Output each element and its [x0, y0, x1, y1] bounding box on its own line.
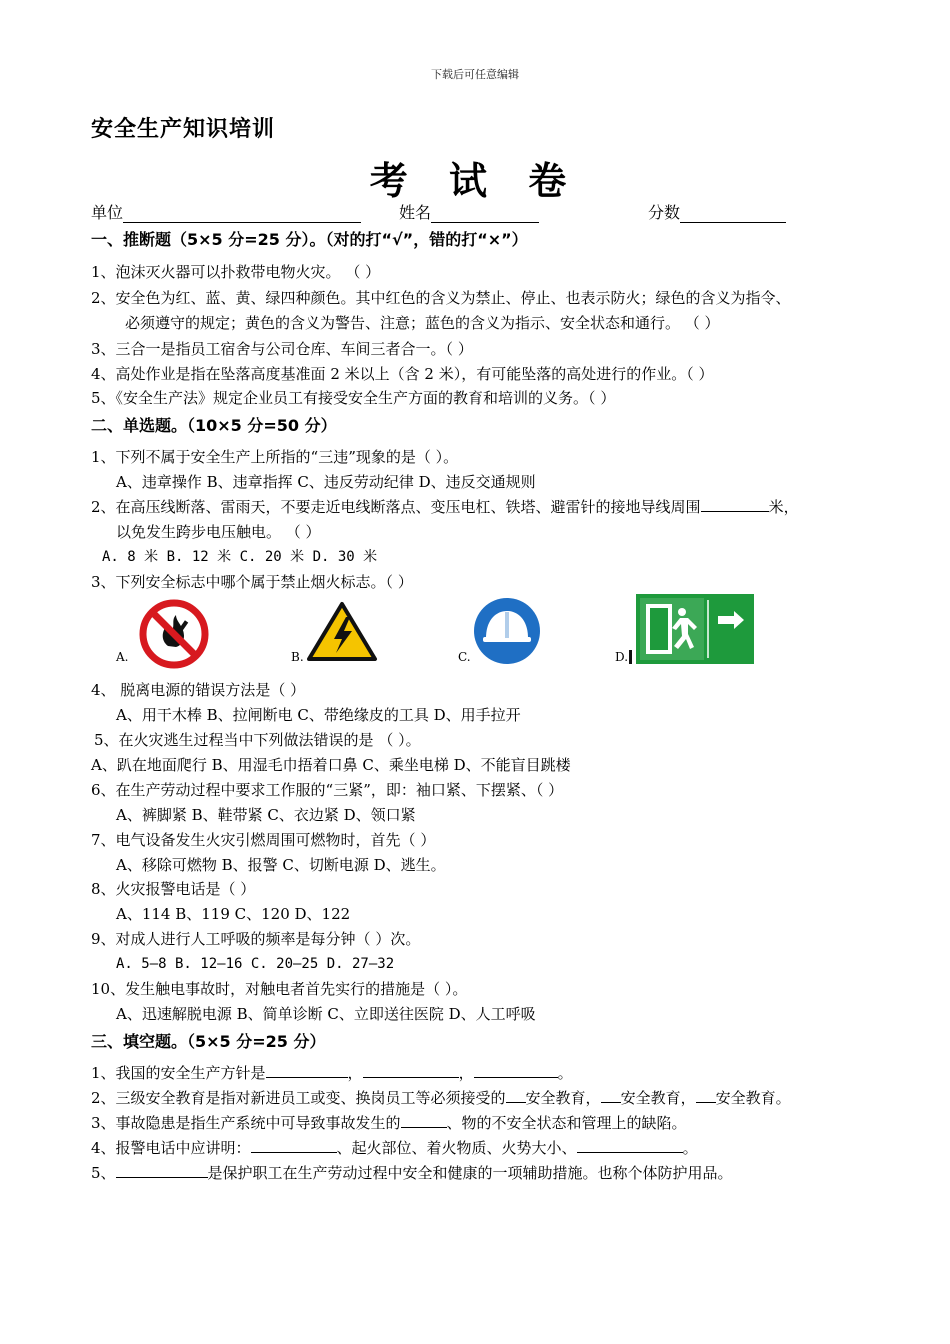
name-input-line[interactable]	[431, 206, 539, 223]
s3-i2-mid-2: 安全教育，	[620, 1089, 696, 1107]
section2-heading: 二、单选题。（10×5 分=50 分）	[91, 416, 337, 435]
s3-i3-end: 、物的不安全状态和管理上的缺陷。	[446, 1114, 687, 1132]
s3-i1-end: 。	[557, 1064, 573, 1082]
s3-item-4	[91, 1138, 698, 1158]
emergency-exit-sign-icon	[636, 594, 754, 664]
sign-c-label: C.	[458, 650, 471, 664]
s3-i2-mid-1: 安全教育，	[525, 1089, 601, 1107]
s2-q2-text: 2、在高压线断落、雷雨天，不要走近电线断落点、变压电杠、铁塔、避雷针的接地导线周围	[91, 498, 701, 516]
s2-q5: 5、在火灾逃生过程当中下列做法错误的是 （ ）。	[94, 731, 421, 749]
s2-q7: 7、电气设备发生火灾引燃周围可燃物时，首先（ ）	[91, 831, 436, 849]
s2-q6-options: A、裤脚紧 B、鞋带紧 C、衣边紧 D、领口紧	[116, 806, 416, 824]
sign-option-d[interactable]	[615, 592, 757, 668]
unit-label: 单位	[91, 203, 124, 222]
s3-i4-text: 4、报警电话中应讲明：	[91, 1139, 251, 1157]
wear-helmet-sign-icon	[472, 596, 542, 666]
cursor-mark	[629, 650, 632, 664]
s3-item-2	[91, 1088, 791, 1108]
s2-q9: 9、对成人进行人工呼吸的频率是每分钟（ ）次。	[91, 930, 421, 948]
info-row	[91, 200, 851, 224]
s3-i1-blank-3[interactable]	[474, 1063, 558, 1078]
s3-item-1	[91, 1063, 573, 1083]
s1-item-3: 3、三合一是指员工宿舍与公司仓库、车间三者合一。（ ）	[91, 340, 473, 358]
no-fire-sign-icon	[138, 598, 210, 670]
sign-option-a[interactable]	[116, 596, 216, 668]
s3-item-5	[91, 1163, 733, 1183]
unit-field	[91, 200, 361, 223]
s3-i1-text: 1、我国的安全生产方针是	[91, 1064, 266, 1082]
s1-item-2: 2、安全色为红、蓝、黄、绿四种颜色。其中红色的含义为禁止、停止、也表示防火；绿色的含义为指令、	[91, 289, 791, 307]
s3-i4-blank-2[interactable]	[577, 1138, 683, 1153]
s3-i5-blank[interactable]	[116, 1163, 208, 1178]
s2-q10: 10、发生触电事故时，对触电者首先实行的措施是（ ）。	[91, 980, 468, 998]
s3-i3-text: 3、事故隐患是指生产系统中可导致事故发生的	[91, 1114, 401, 1132]
s2-q9-options: A. 5—8 B. 12—16 C. 20—25 D. 27—32	[116, 956, 395, 972]
sign-option-c[interactable]	[458, 596, 553, 668]
electric-shock-warning-icon	[306, 601, 378, 663]
s2-q4-options: A、用干木棒 B、拉闸断电 C、带绝缘皮的工具 D、用手拉开	[116, 706, 521, 724]
name-field	[399, 200, 539, 223]
s2-q2	[91, 497, 799, 517]
sign-a-label: A.	[116, 650, 129, 664]
s3-i5-end: 是保护职工在生产劳动过程中安全和健康的一项辅助措施。也称个体防护用品。	[207, 1164, 733, 1182]
s3-i1-blank-2[interactable]	[363, 1063, 459, 1078]
s2-q3: 3、下列安全标志中哪个属于禁止烟火标志。（ ）	[91, 573, 413, 591]
s3-i4-blank-1[interactable]	[251, 1138, 337, 1153]
s2-q1-options: A、违章操作 B、违章指挥 C、违反劳动纪律 D、违反交通规则	[116, 473, 536, 491]
s3-i4-end: 。	[682, 1139, 698, 1157]
s3-i5-text: 5、	[91, 1164, 116, 1182]
s2-q10-options: A、迅速解脱电源 B、简单诊断 C、立即送往医院 D、人工呼吸	[116, 1005, 536, 1023]
score-input-line[interactable]	[680, 206, 786, 223]
s2-q8: 8、火灾报警电话是（ ）	[91, 880, 256, 898]
s2-q1: 1、下列不属于安全生产上所指的“三违”现象的是（ ）。	[91, 448, 459, 466]
s3-i1-sep-1: ，	[347, 1064, 363, 1082]
sign-d-label: D.	[615, 650, 629, 664]
s2-q2-cont: 以免发生跨步电压触电。 （ ）	[116, 523, 321, 541]
page-title: 考 试 卷	[369, 158, 581, 203]
s1-item-4: 4、高处作业是指在坠落高度基准面 2 米以上（含 2 米），有可能坠落的高处进行的作业。（ ）	[91, 365, 714, 383]
s3-i1-blank-1[interactable]	[266, 1063, 348, 1078]
s3-i2-text: 2、三级安全教育是指对新进员工或变、换岗员工等必须接受的	[91, 1089, 506, 1107]
s3-i3-blank[interactable]	[401, 1113, 447, 1128]
s1-item-2-cont: 必须遵守的规定；黄色的含义为警告、注意；蓝色的含义为指示、安全状态和通行。 （ ）	[125, 314, 720, 332]
header-note: 下载后可任意编辑	[431, 68, 519, 81]
sign-b-label: B.	[291, 650, 304, 664]
s2-q2-options: A. 8 米 B. 12 米 C. 20 米 D. 30 米	[102, 549, 378, 565]
s1-item-1: 1、泡沫灭火器可以扑救带电物火灾。 （ ）	[91, 263, 381, 281]
s2-q5-options: A、趴在地面爬行 B、用湿毛巾捂着口鼻 C、乘坐电梯 D、不能盲目跳楼	[91, 756, 571, 774]
section1-heading: 一、推断题（5×5 分=25 分）。（对的打“√”，错的打“×”）	[91, 230, 528, 249]
score-label: 分数	[648, 203, 681, 222]
s3-i2-blank-1[interactable]	[506, 1088, 526, 1103]
s1-item-5: 5、《安全生产法》规定企业员工有接受安全生产方面的教育和培训的义务。（ ）	[91, 389, 616, 407]
s2-q2-unit: 米，	[768, 498, 799, 516]
s2-q8-options: A、114 B、119 C、120 D、122	[116, 905, 351, 923]
s2-q7-options: A、移除可燃物 B、报警 C、切断电源 D、逃生。	[116, 856, 446, 874]
name-label: 姓名	[399, 203, 432, 222]
score-field	[648, 200, 786, 223]
s2-q2-blank[interactable]	[701, 497, 769, 512]
s2-q6: 6、在生产劳动过程中要求工作服的“三紧”，即：袖口紧、下摆紧、（ ）	[91, 781, 564, 799]
sign-option-b[interactable]	[291, 596, 386, 668]
subject-title: 安全生产知识培训	[91, 116, 276, 142]
s3-i2-blank-3[interactable]	[696, 1088, 716, 1103]
s3-i2-end: 安全教育。	[715, 1089, 791, 1107]
s3-i4-mid: 、起火部位、着火物质、火势大小、	[336, 1139, 577, 1157]
s2-q4: 4、 脱离电源的错误方法是（ ）	[91, 681, 306, 699]
unit-input-line[interactable]	[123, 206, 361, 223]
s3-i2-blank-2[interactable]	[601, 1088, 621, 1103]
s3-i1-sep-2: ，	[458, 1064, 474, 1082]
s3-item-3	[91, 1113, 687, 1133]
section3-heading: 三、填空题。（5×5 分=25 分）	[91, 1032, 326, 1051]
